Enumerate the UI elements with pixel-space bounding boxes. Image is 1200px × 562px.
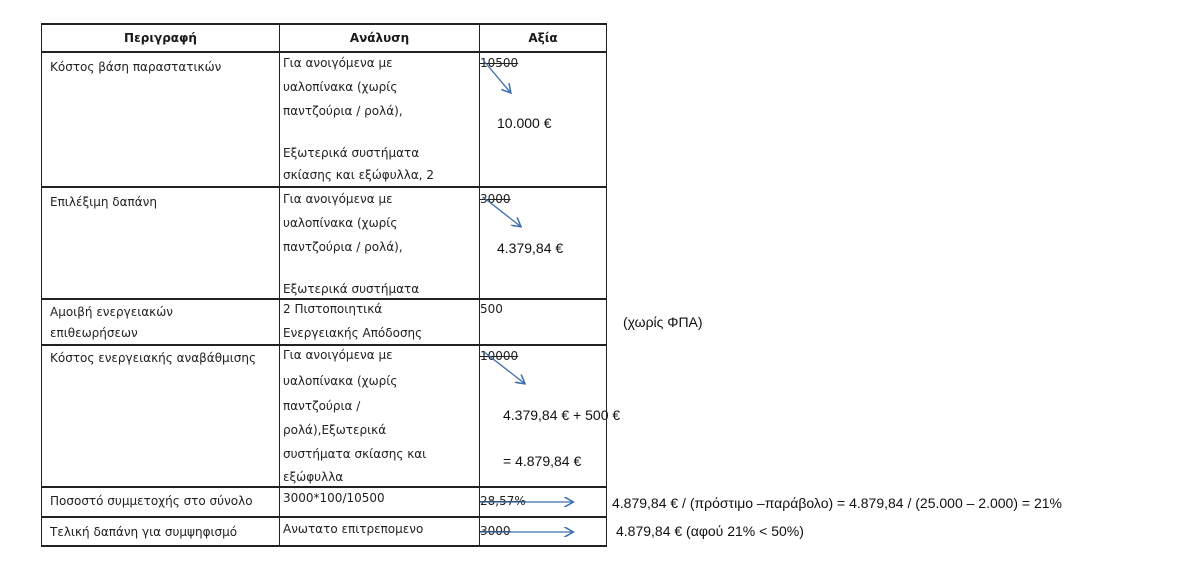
note-final-amount: 4.879,84 € (αφού 21% < 50%) — [616, 523, 804, 539]
header-value: Αξία — [528, 31, 558, 45]
row-analysis-line: υαλοπίνακα (χωρίς — [283, 80, 398, 94]
row-analysis-line: παντζούρια / — [283, 399, 361, 413]
row-analysis-line: 2 Πιστοποιητικά — [283, 302, 383, 316]
row-value: 500 — [480, 302, 503, 316]
row-value-correction: 4.379,84 € — [497, 240, 564, 256]
note-percentage-calc: 4.879,84 € / (πρόστιμο –παράβολο) = 4.879,84 / (25.000 – 2.000) = 21% — [612, 495, 1062, 511]
arrow-icon — [483, 197, 520, 226]
row-value-correction: 4.379,84 € + 500 € — [503, 407, 621, 423]
row-analysis-line: συστήματα σκίασης και — [283, 447, 427, 461]
row-analysis-line: σκίασης και εξώφυλλα, 2 — [283, 168, 435, 182]
row-analysis-line: παντζούρια / ρολά), — [283, 104, 403, 118]
row-analysis-line: Για ανοιγόμενα με — [283, 348, 393, 362]
row-value-correction-total: = 4.879,84 € — [503, 453, 582, 469]
row-analysis-line: Για ανοιγόμενα με — [283, 192, 393, 206]
header-description: Περιγραφή — [124, 31, 197, 45]
row-description: επιθεωρήσεων — [50, 326, 138, 340]
row-description: Τελική δαπάνη για συμψηφισμό — [50, 525, 238, 539]
row-analysis-line: παντζούρια / ρολά), — [283, 240, 403, 254]
row-analysis-line: υαλοπίνακα (χωρίς — [283, 374, 398, 388]
row-value-struck: 3000 — [480, 192, 511, 206]
row-analysis-line: εξώφυλλα — [283, 470, 344, 484]
row-value-struck: 10000 — [480, 349, 519, 363]
row-description: Κόστος ενεργειακής αναβάθμισης — [50, 351, 257, 365]
row-analysis-line: Εξωτερικά συστήματα — [283, 282, 420, 296]
row-description: Αμοιβή ενεργειακών — [50, 305, 173, 319]
row-value-struck: 10500 — [480, 56, 519, 70]
arrow-icon — [484, 352, 524, 383]
row-value-correction: 10.000 € — [497, 115, 552, 131]
row-analysis-line: Για ανοιγόμενα με — [283, 56, 393, 70]
row-description: Κόστος βάση παραστατικών — [50, 60, 222, 74]
row-value-struck: 28,57% — [480, 494, 526, 508]
row-description: Επιλέξιμη δαπάνη — [50, 195, 157, 209]
row-description: Ποσοστό συμμετοχής στο σύνολο — [50, 494, 253, 508]
arrow-icon — [483, 60, 510, 92]
row-analysis-line: ρολά),Εξωτερικά — [283, 423, 387, 437]
row-analysis-line: Ανωτατο επιτρεπομενο — [283, 522, 424, 536]
row-analysis-line: Ενεργειακής Απόδοσης — [283, 326, 423, 340]
header-analysis: Ανάλυση — [349, 31, 410, 45]
row-analysis-line: Εξωτερικά συστήματα — [283, 146, 420, 160]
row-value-struck: 3000 — [480, 524, 511, 538]
note-without-vat: (χωρίς ΦΠΑ) — [623, 314, 703, 330]
row-analysis-line: υαλοπίνακα (χωρίς — [283, 216, 398, 230]
row-analysis-line: 3000*100/10500 — [283, 491, 385, 505]
